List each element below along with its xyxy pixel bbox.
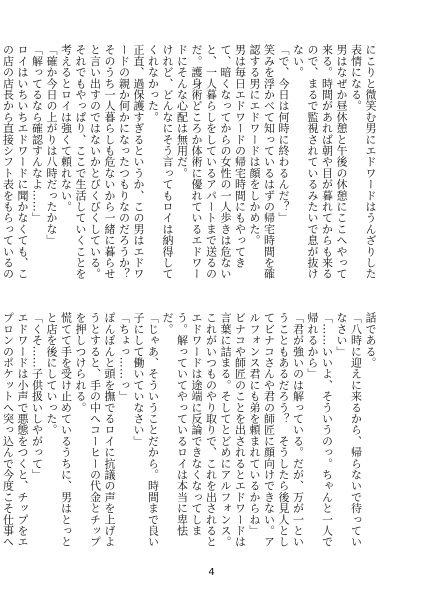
paragraph: ぽんぽんと頭を撫でるロイに抗議の声を上げようとすると、手の中へコーヒーの代金とチップを押しつけられる。 [74,312,116,548]
paragraph: ロイはいちいちエドワードに聞かなくても、この店の店長から直接シフト表をもらっているの [1,44,29,280]
paragraph: エドワードは小声で悪態をつくと、チップをエプロンのポケットへ突っ込んで今度こそ仕事へ [1,312,29,548]
paragraph: ビナコや師匠のことを出されるとエドワードは言葉に詰まる。そしてとどめにアルフォンス。 [219,312,247,548]
paragraph: 「確か今日の上がりは八時だったかな」 [45,44,58,246]
paragraph: 「くそ……子供扱いしやがって」 [30,312,44,480]
paragraph: にこりと微笑む男にエドワードはうんざりした表情になる。 [349,44,377,280]
paragraph: 慌てて手を受け止めているうちに、男はとっとと店を後にしていった。 [45,312,73,548]
text-column-bottom [1,312,377,552]
paragraph: 「解ってるなら確認すんなよ……」 [30,44,44,224]
paragraph: 「君が強いのは解っている。だが、万が一ということもあるだろう？ そうしたら後見人としてビナコさんや君の師匠に顔向けできない。アルフォンス君にも弟を頼まれているからね」 [248,312,305,548]
paragraph: 正直、過保護すぎるというか、この男はエドワードの親か何かになったつもりなのだろうか？ そのうち一人暮らしも危ないから一緒に暮らせと言い出すのではないかとびくびくしている。 [88,44,145,291]
paragraph: これがいつものやり取りで、これを出されるとエドワードは途端に反論できなくなってしまう。解っていてやっているロイは本当に卑怯だ。 [161,312,218,548]
page-number: 4 [208,567,215,578]
paragraph: 男はなぜか昼休憩と午後の休憩にここへやって来る。時間があれば朝や目が暮れてからも来るので、まるで監視されているみたいで息が抜けない。 [291,44,348,280]
paragraph: それでもやっぱり、ここで生活していくことを考えるとロイは強くて頼れない。 [59,44,87,280]
paragraph: 「八時に迎えに来るから、帰らないで待っていなさい」 [335,312,363,548]
paragraph: けれど、どんなにそう言ってもロイは納得してくれなかった。 [146,44,174,280]
paragraph: 「……いいよ、そういうのっ。ちゃんと一人で帰れるから」 [306,312,334,548]
paragraph: 笑みを浮かべて知っているはずの帰宅時間を確認する男にエドワードは顔をしかめた。 [248,44,276,280]
paragraph: 「ちょっ……っ」 [117,312,131,402]
paragraph: 話である。 [364,312,377,368]
paragraph: 「で、今日は何時に終わるんだ？」 [277,44,290,224]
text-column-top [1,44,377,291]
paragraph: 「じゃあ、そういうことだから。時間まで良い子にして働いていなさい」 [132,312,160,548]
paragraph: 男は毎日エドワードの帰宅時間にもやってきて、暗くなってからの女性の一人歩きは危ないと、一人暮らしをしているアパートまで送るのだ。護身術どころか体術に優れているエドワードにそんな心配は無用だ。 [175,44,247,280]
